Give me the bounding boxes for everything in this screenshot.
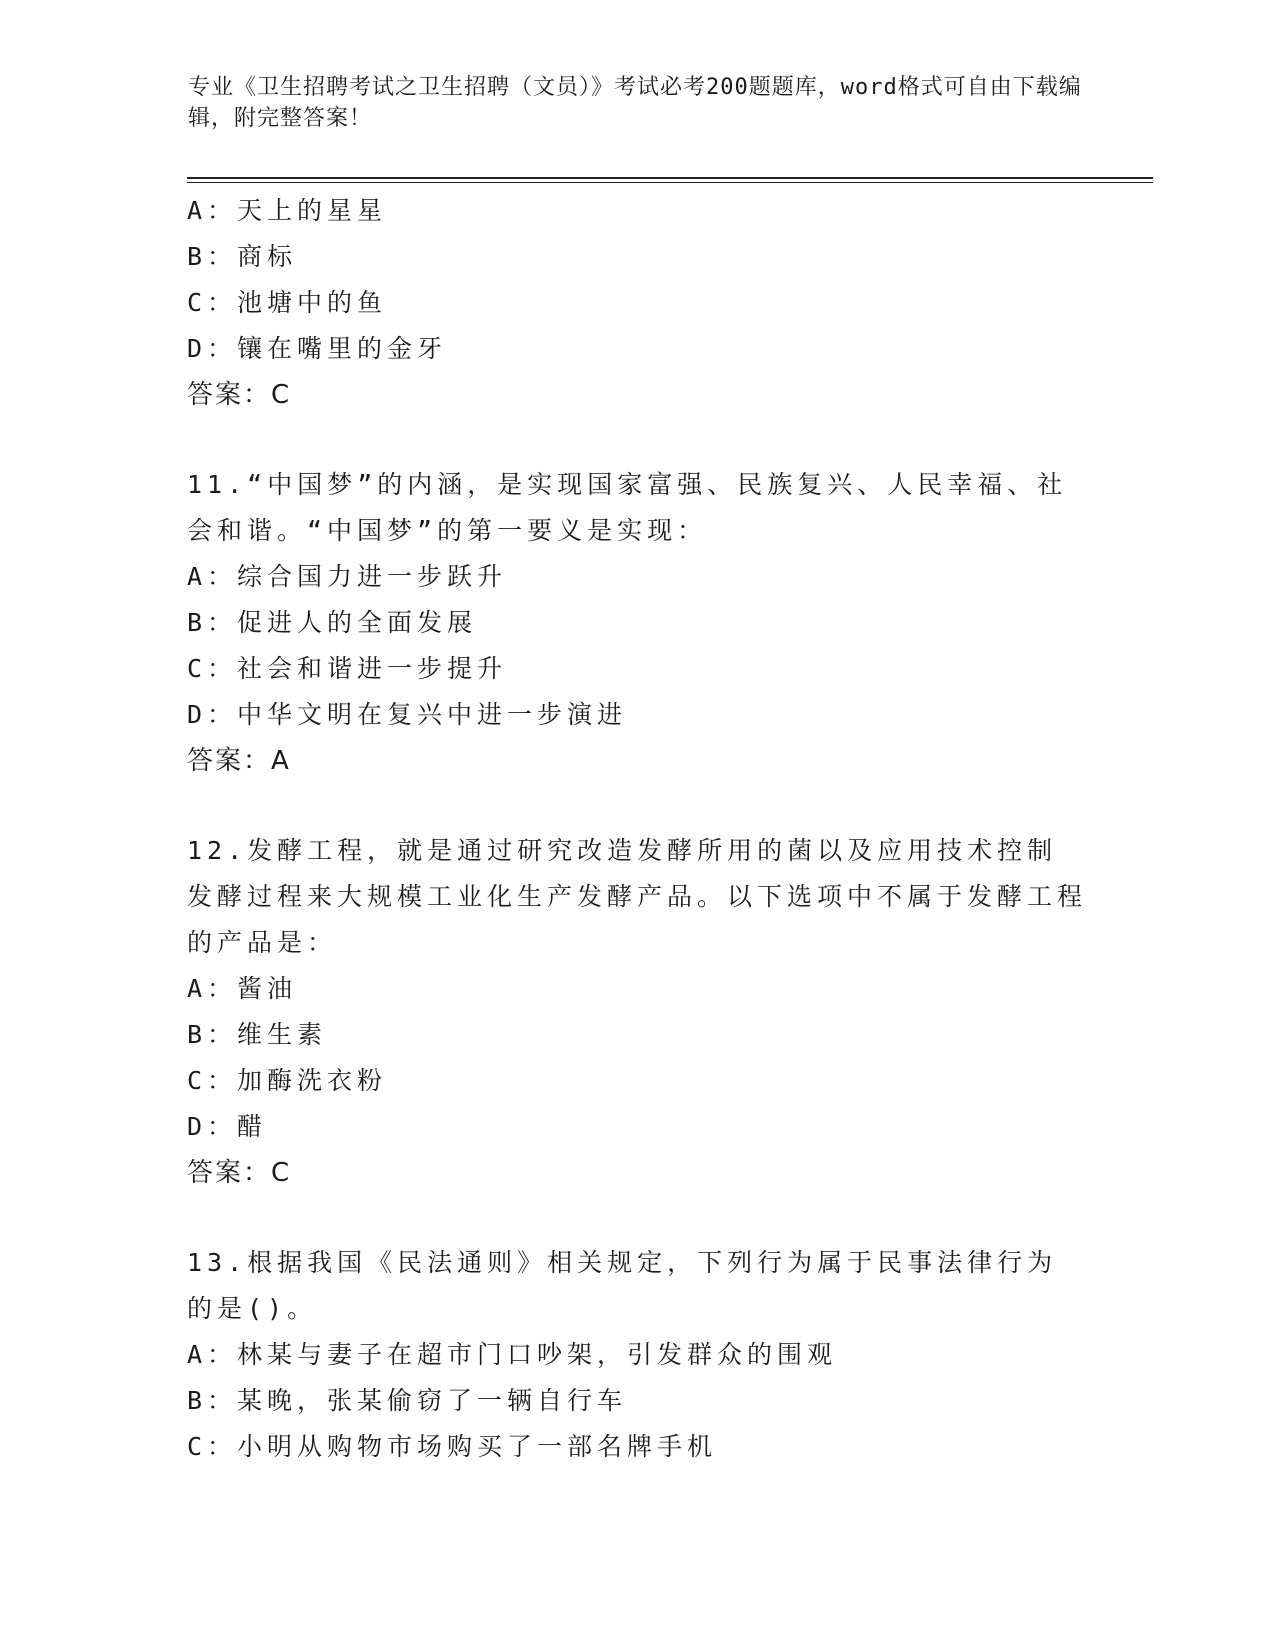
option-c: C：池塘中的鱼 [187, 288, 388, 317]
question-13 [187, 1240, 1087, 1470]
option-a: A：综合国力进一步跃升 [187, 562, 508, 591]
option-d: D：镶在嘴里的金牙 [187, 334, 448, 363]
option-b: B：商标 [187, 242, 298, 271]
answer: 答案：A [187, 746, 291, 776]
answer: 答案：C [187, 1158, 292, 1188]
option-c: C：加酶洗衣粉 [187, 1066, 388, 1095]
option-c: C：社会和谐进一步提升 [187, 654, 508, 683]
header-divider [187, 177, 1153, 183]
partial-question [187, 188, 1087, 418]
option-c: C：小明从购物市场购买了一部名牌手机 [187, 1432, 718, 1461]
option-d: D：中华文明在复兴中进一步演进 [187, 700, 628, 729]
question-stem: 12.发酵工程，就是通过研究改造发酵所用的菌以及应用技术控制发酵过程来大规模工业化生产发酵产品。以下选项中不属于发酵工程的产品是： [187, 836, 1088, 957]
option-d: D：醋 [187, 1112, 268, 1141]
answer: 答案：C [187, 380, 292, 410]
question-12 [187, 828, 1087, 1196]
option-b: B：促进人的全面发展 [187, 608, 478, 637]
option-b: B：维生素 [187, 1020, 328, 1049]
question-11 [187, 462, 1087, 784]
option-b: B：某晚，张某偷窃了一辆自行车 [187, 1386, 628, 1415]
document-body [187, 188, 1087, 1470]
question-stem: 11.“中国梦”的内涵，是实现国家富强、民族复兴、人民幸福、社会和谐。“中国梦”的第一要义是实现： [187, 470, 1068, 545]
question-stem: 13.根据我国《民法通则》相关规定，下列行为属于民事法律行为的是()。 [187, 1248, 1058, 1323]
option-a: A：林某与妻子在超市门口吵架，引发群众的围观 [187, 1340, 838, 1369]
option-a: A：天上的星星 [187, 196, 388, 225]
option-a: A：酱油 [187, 974, 298, 1003]
document-header: 专业《卫生招聘考试之卫生招聘（文员）》考试必考200题题库，word格式可自由下载编辑，附完整答案！ [188, 75, 1082, 131]
